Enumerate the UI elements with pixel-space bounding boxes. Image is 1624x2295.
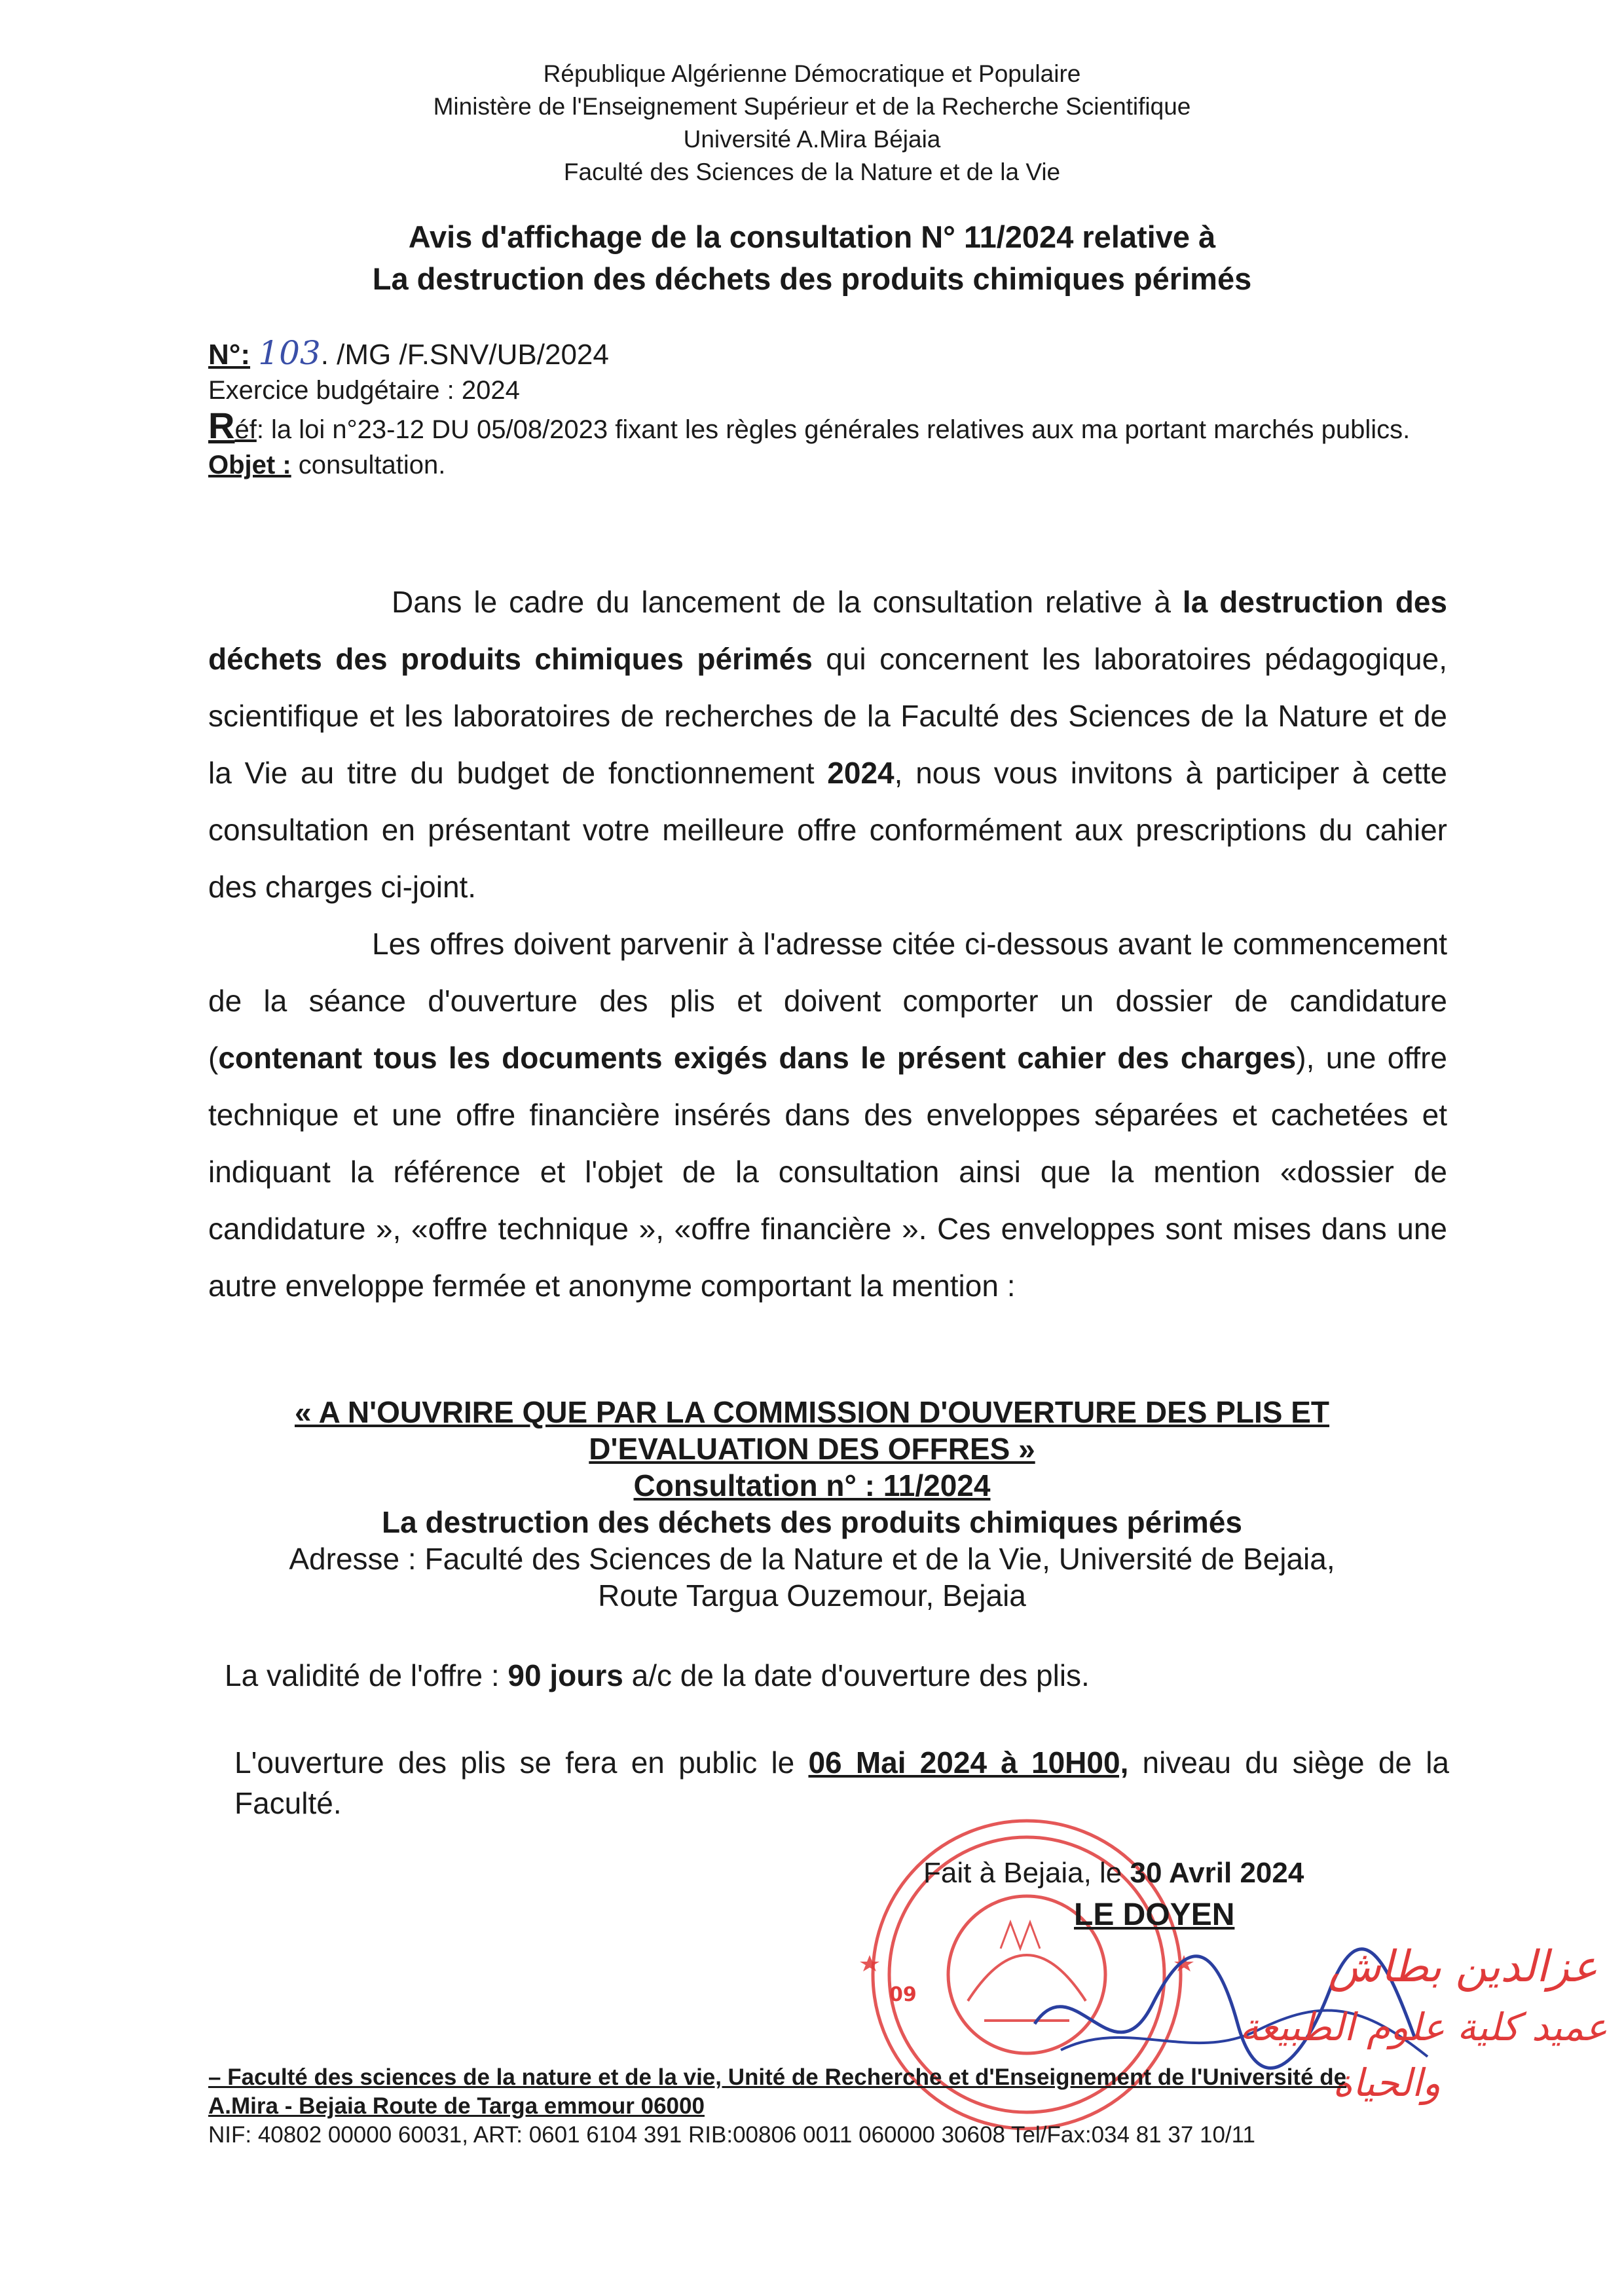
- letterhead-faculty: Faculté des Sciences de la Nature et de la Vie: [563, 159, 1061, 185]
- reference-block: [208, 335, 1452, 483]
- mention-address-2: Route Targua Ouzemour, Bejaia: [598, 1578, 1026, 1613]
- footer: [208, 2063, 1452, 2150]
- dean-name-arabic: عزالدين بطاش: [1328, 1941, 1598, 1992]
- opening-text-2: niveau du siège de la Faculté.: [234, 1745, 1449, 1820]
- dean-title: LE DOYEN: [1074, 1897, 1235, 1932]
- title-line-1: Avis d'affichage de la consultation N° 11/2024 relative à: [408, 219, 1216, 254]
- validity-days: 90 jours: [507, 1658, 623, 1692]
- ref-label: éf: [234, 415, 257, 444]
- object-label: Objet :: [208, 451, 291, 479]
- paragraph-offers: [208, 916, 1447, 1315]
- validity-text-1: La validité de l'offre :: [225, 1658, 508, 1692]
- p2-text-2: ), une offre technique et une offre financière insérés dans des enveloppes séparées et cachetées et indiquant la référence et l'objet de la consultation ainsi que la mention «dossier de candidature », «offre technique », «offre financière ». Ces enveloppes sont mises dans une autre enveloppe fermée et anonyme comportant la mention :: [208, 1041, 1447, 1303]
- number-label: N°:: [208, 339, 251, 371]
- mention-consultation-number: Consultation n° : 11/2024: [633, 1468, 991, 1502]
- p2-bold-documents: contenant tous les documents exigés dans le présent cahier des charges: [218, 1041, 1297, 1075]
- document-title: [0, 216, 1624, 300]
- footer-address-2: A.Mira - Bejaia Route de Targa emmour 06000: [208, 2093, 705, 2119]
- opening-session: [234, 1742, 1449, 1823]
- reference-law: [208, 405, 1452, 447]
- opening-text-1: L'ouverture des plis se fera en public le: [234, 1745, 809, 1780]
- ref-text: : la loi n°23-12 DU 05/08/2023 fixant les règles générales relatives aux ma portant marchés publics.: [256, 415, 1411, 444]
- letterhead-ministry: Ministère de l'Enseignement Supérieur et de la Recherche Scientifique: [433, 93, 1191, 120]
- stamp-number: 09: [889, 1983, 917, 2006]
- reference-number: [208, 335, 1452, 373]
- p1-text-3: , nous vous invitons à participer à cette consultation en présentant votre meilleure offre conformément aux prescriptions du cahier des charges ci-joint.: [208, 756, 1447, 904]
- budget-year: Exercice budgétaire : 2024: [208, 376, 520, 405]
- dean-title-arabic-2: والحياة: [1333, 2061, 1441, 2105]
- title-line-2: La destruction des déchets des produits chimiques périmés: [372, 261, 1252, 296]
- dean-title-arabic: عميد كلية علوم الطبيعة: [1240, 2005, 1608, 2049]
- number-suffix: . /MG /F.SNV/UB/2024: [320, 339, 609, 371]
- ref-initial: R: [208, 405, 235, 446]
- offer-validity: [225, 1657, 1449, 1694]
- letterhead-university: Université A.Mira Béjaia: [683, 126, 941, 153]
- p1-text-2: qui concernent les laboratoires pédagogique, scientifique et les laboratoires de recherches de la Faculté des Sciences de la Nature et de la Vie au titre du budget de fonctionnement: [208, 642, 1447, 790]
- opening-date: 06 Mai 2024 à 10H00,: [808, 1745, 1129, 1780]
- p1-bold-year: 2024: [827, 756, 895, 790]
- mention-line-2: D'EVALUATION DES OFFRES »: [589, 1432, 1035, 1466]
- p1-bold-subject: la destruction des déchets des produits chimiques périmés: [208, 585, 1447, 676]
- letterhead-country: République Algérienne Démocratique et Populaire: [543, 60, 1081, 87]
- footer-fiscal-ids: NIF: 40802 00000 60031, ART: 0601 6104 391 RIB:00806 0011 060000 30608 Tel/Fax:034 81 37 10/11: [208, 2122, 1255, 2148]
- p2-text-1: Les offres doivent parvenir à l'adresse citée ci-dessous avant le commencement de la séance d'ouverture des plis et doivent comporter un dossier de candidature (: [208, 927, 1447, 1075]
- handwritten-number: 103: [258, 334, 321, 372]
- place-date: [923, 1857, 1304, 1890]
- envelope-mention: [0, 1394, 1624, 1614]
- mention-subject: La destruction des déchets des produits chimiques périmés: [382, 1505, 1242, 1539]
- place-text: Fait à Bejaia, le: [923, 1857, 1130, 1889]
- object-text: consultation.: [291, 451, 446, 479]
- mention-line-1: « A N'OUVRIRE QUE PAR LA COMMISSION D'OUVERTURE DES PLIS ET: [294, 1395, 1330, 1429]
- body-text: [208, 574, 1447, 1315]
- validity-text-2: a/c de la date d'ouverture des plis.: [623, 1658, 1090, 1692]
- footer-address-1: – Faculté des sciences de la nature et de la vie, Unité de Recherche et d'Enseignement de l'Université de: [208, 2064, 1347, 2090]
- mention-address-1: Adresse : Faculté des Sciences de la Nature et de la Vie, Université de Bejaia,: [289, 1542, 1335, 1576]
- letterhead: [0, 58, 1624, 189]
- paragraph-intro: [208, 574, 1447, 916]
- p1-text-1: Dans le cadre du lancement de la consultation relative à: [392, 585, 1183, 619]
- object-line: [208, 447, 1452, 483]
- signature-date: 30 Avril 2024: [1130, 1857, 1304, 1889]
